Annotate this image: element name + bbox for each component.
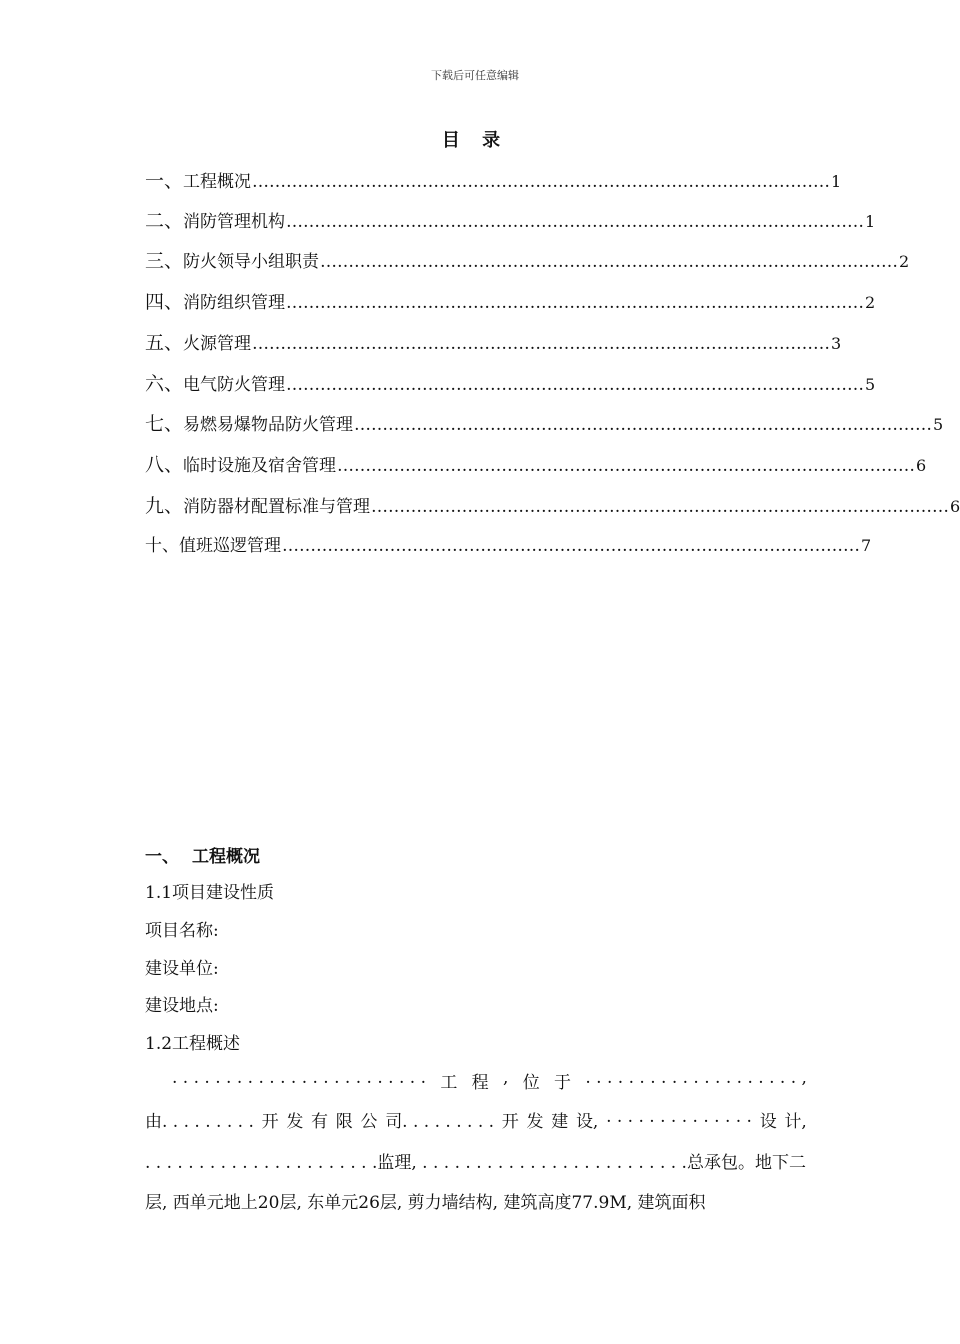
paragraph-segment: 发	[526, 1112, 544, 1132]
subheading-1-1: 1.1项目建设性质	[145, 883, 275, 903]
toc-item-number: 九、	[145, 495, 184, 517]
paragraph-segment: 开	[501, 1112, 519, 1132]
toc-item-number: 十、	[145, 536, 179, 556]
paragraph-segment: . . . . . . . . . . . . . . . . . . . . ,	[585, 1068, 807, 1088]
toc-item-label: 消防组织管理	[183, 293, 286, 313]
toc-item-page: 2	[899, 252, 910, 271]
paragraph-segment: . . . . . . . . . . . . . .	[606, 1107, 752, 1127]
toc-item-page: 3	[831, 334, 842, 353]
toc-leader-dots: …………………………………………………………………………………………	[320, 252, 899, 272]
section-title: 工程概况	[192, 847, 260, 867]
toc-item	[145, 287, 876, 313]
toc-leader-dots: …………………………………………………………………………………………	[286, 212, 865, 232]
toc-item-number: 七、	[145, 413, 184, 435]
toc-item-page: 6	[950, 497, 960, 516]
toc-item	[145, 206, 876, 232]
toc-leader-dots: …………………………………………………………………………………………	[286, 293, 865, 313]
toc-item	[145, 409, 944, 435]
toc-item	[145, 531, 872, 556]
toc-item-number: 三、	[145, 250, 184, 272]
subheading-1-2: 1.2工程概述	[145, 1034, 241, 1054]
toc-leader-dots: …………………………………………………………………………………………	[286, 375, 865, 395]
paragraph-line-1	[172, 1068, 807, 1093]
toc-item-page: 1	[865, 212, 876, 231]
paragraph-segment: . . . . . . . . . . . . . . . . . . . . . . . .	[172, 1068, 426, 1088]
toc-item	[145, 328, 842, 354]
paragraph-segment: 有	[311, 1112, 329, 1132]
paragraph-segment: 设	[759, 1112, 777, 1132]
location-label: 建设地点:	[145, 996, 219, 1016]
paragraph-line-3: . . . . . . . . . . . . . . . . . . . . . .监理, . . . . . . . . . . . . . . . . . . . . . . . . .总承包。地下二	[145, 1153, 806, 1173]
toc-item	[145, 369, 876, 395]
section-heading	[145, 842, 260, 867]
toc-item-label: 易燃易爆物品防火管理	[183, 415, 354, 435]
toc-leader-dots: …………………………………………………………………………………………	[252, 334, 831, 354]
toc-item-label: 临时设施及宿舍管理	[183, 456, 337, 476]
toc-item-number: 五、	[145, 332, 184, 354]
paragraph-line-4: 层, 西单元地上20层, 东单元26层, 剪力墙结构, 建筑高度77.9M, 建筑面积	[145, 1193, 706, 1213]
toc-item	[145, 166, 842, 192]
toc-leader-dots: …………………………………………………………………………………………	[337, 456, 916, 476]
toc-item-label: 消防管理机构	[183, 212, 286, 232]
section-number: 一、	[145, 847, 179, 867]
toc-item-number: 八、	[145, 454, 184, 476]
paragraph-segment: 公	[360, 1112, 378, 1132]
toc-leader-dots: …………………………………………………………………………………………	[282, 536, 860, 556]
toc-item-label: 工程概况	[183, 172, 252, 192]
project-name-label: 项目名称:	[145, 921, 219, 941]
toc-item	[145, 246, 910, 272]
toc-item	[145, 450, 927, 476]
toc-item-number: 一、	[145, 170, 184, 192]
toc-item-page: 2	[865, 293, 876, 312]
paragraph-segment: 计,	[784, 1112, 807, 1132]
toc-item-label: 火源管理	[183, 334, 252, 354]
header-note: 下载后可任意编辑	[431, 69, 519, 82]
toc-item-number: 六、	[145, 373, 184, 395]
builder-label: 建设单位:	[145, 959, 219, 979]
paragraph-segment: 工	[440, 1073, 458, 1093]
toc-item-label: 电气防火管理	[183, 375, 286, 395]
paragraph-line-2	[145, 1107, 807, 1132]
paragraph-segment: 程	[471, 1073, 489, 1093]
toc-item-label: 值班巡逻管理	[179, 536, 281, 556]
paragraph-segment: 限	[335, 1112, 353, 1132]
toc-title: 目 录	[441, 130, 509, 151]
toc-item	[145, 491, 960, 517]
toc-leader-dots: …………………………………………………………………………………………	[252, 172, 831, 192]
paragraph-segment: 发	[286, 1112, 304, 1132]
paragraph-segment: 位	[522, 1073, 540, 1093]
toc-leader-dots: …………………………………………………………………………………………	[354, 415, 933, 435]
toc-item-page: 5	[865, 375, 876, 394]
toc-item-page: 6	[916, 456, 927, 475]
paragraph-segment: 于	[554, 1073, 572, 1093]
toc-item-label: 防火领导小组职责	[183, 252, 320, 272]
toc-leader-dots: …………………………………………………………………………………………	[371, 497, 950, 517]
toc-item-label: 消防器材配置标准与管理	[183, 497, 371, 517]
paragraph-segment: 由. . . . . . . . .	[145, 1112, 254, 1132]
paragraph-segment: 建	[551, 1112, 569, 1132]
toc-item-number: 二、	[145, 210, 184, 232]
paragraph-segment: 开	[261, 1112, 279, 1132]
paragraph-segment: 设,	[575, 1112, 599, 1132]
toc-item-page: 5	[933, 415, 944, 434]
toc-item-page: 7	[861, 536, 872, 555]
toc-item-page: 1	[831, 172, 842, 191]
toc-item-number: 四、	[145, 291, 184, 313]
paragraph-segment: 司. . . . . . . . .	[385, 1112, 495, 1132]
paragraph-segment: ,	[502, 1068, 509, 1088]
